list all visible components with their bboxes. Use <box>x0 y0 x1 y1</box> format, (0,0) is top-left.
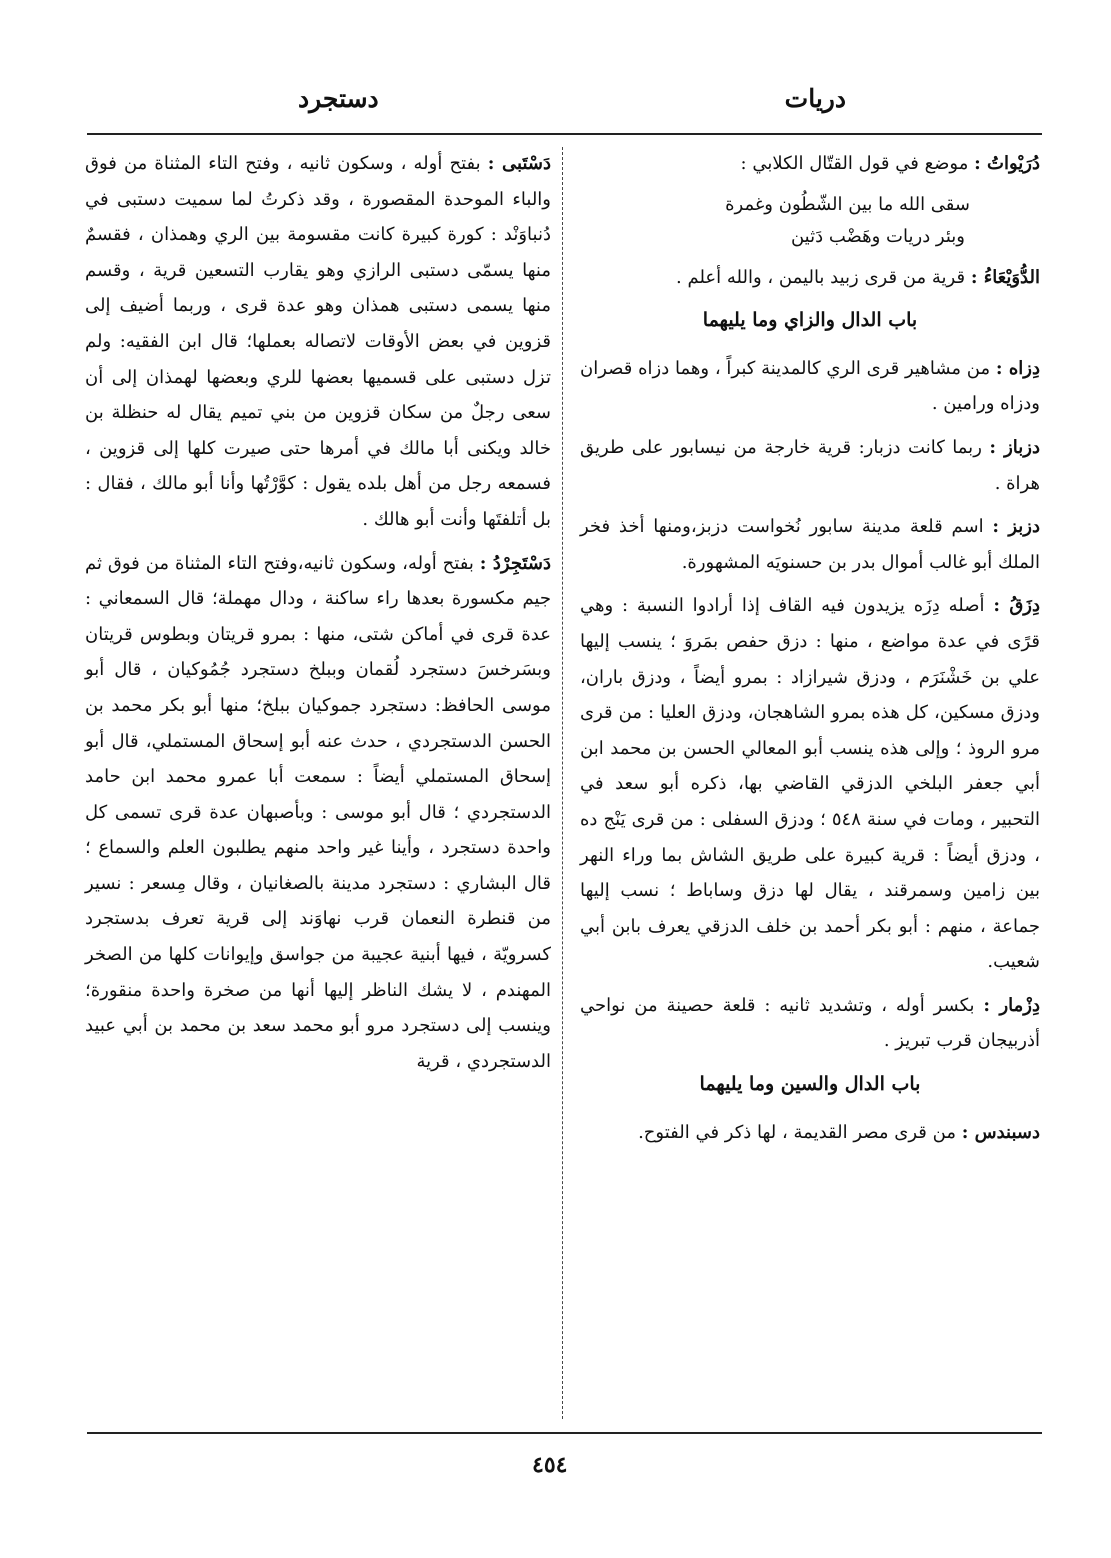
poem-line-2: وبئر دريات وهَضْب دَثين <box>790 225 965 247</box>
entry-duraywat <box>580 146 1040 182</box>
definition: بكسر أوله ، وتشديد ثانيه : قلعة حصينة من نواحي أذربيجان قرب تبريز . <box>580 994 1040 1052</box>
definition: بفتح أوله ، وسكون ثانيه ، وفتح التاء المثناة من فوق والباء الموحدة المقصورة ، وقد ذكرتُ لما سميت دستبى في دُنباوَنْد : كورة كبيرة كانت مقسومة بين الري وهمذان ، فقسمٌ منها يسمّى دستبى الرازي وهو يقارب التسعين قرية ، وقسم منها يسمى دستبى همذان وهو عدة قرى ، وربما أضيف إلى قزوين في بعض الأوقات لاتصاله بعملها؛ قال ابن الفقيه: ولم تزل دستبى على قسميها بعضها للري وبعضها لهمذان إلى أن سعى رجلٌ من سكان قزوين من بني تميم يقال له حنظلة بن خالد ويكنى أبا مالك في أمرها حتى صيرت كلها إلى قزوين ، فسمعه رجل من أهل بلده يقول : كوَّرْتُها وأنا أبو مالك ، فقال : بل أتلفتَها وأنت أبو هالك . <box>85 153 551 530</box>
headword: دَسْتَبى : <box>487 153 551 174</box>
entry-dizaq <box>580 588 1040 980</box>
headword: دُرَيْواتُ : <box>974 153 1040 174</box>
headword: دِزْمار : <box>983 994 1040 1016</box>
headword: الدُّوَيْعَاءُ : <box>970 266 1040 288</box>
headword: دَسْتَجِرْدُ : <box>479 552 551 574</box>
entry-dastaba <box>85 146 551 538</box>
headword: دِزَقُ : <box>993 595 1040 617</box>
right-column <box>580 146 1040 1158</box>
entry-dizah <box>580 351 1040 422</box>
definition: بفتح أوله، وسكون ثانيه،وفتح التاء المثناة من فوق ثم جيم مكسورة بعدها راء ساكنة ، ودال مهملة؛ قال السمعاني : عدة قرى في أماكن شتى، منها : بمرو قريتان وبطوس قريتان وبسَرخسَ دستجرد لُقمان وببلخ دستجرد جُمُوكيان ، قال أبو موسى الحافظ: دستجرد جموكيان ببلخ؛ منها أبو بكر محمد بن الحسن الدستجردي ، حدث عنه أبو إسحاق المستملي، قال أبو إسحاق المستملي أيضاً : سمعت أبا عمرو محمد ابن حامد الدستجردي ؛ قال أبو موسى : وبأصبهان عدة قرى تسمى كل واحدة دستجرد ، وأينا غير واحد منهم يطلبون العلم والسماع ؛ قال البشاري : دستجرد مدينة بالصغانيان ، وقال مِسعر : نسير من قنطرة النعمان قرب نهاوَند إلى قرية تعرف بدستجرد كسرويّة ، فيها أبنية عجيبة من جواسق وإيوانات كلها من الصخر المهندم ، لا يشك الناظر إليها أنها من صخرة واحدة منقورة؛وينسب إلى دستجرد مرو أبو محمد سعد بن محمد بن أبي عبيد الدستجردي ، قرية <box>85 552 551 1072</box>
definition: ربما كانت دزبار: قرية خارجة من نيسابور على طريق هراة . <box>580 436 1040 494</box>
headword: دسبندس : <box>961 1121 1040 1143</box>
entry-duwayaa <box>580 260 1040 296</box>
poem-line-1: سقى الله ما بين الشّطُون وغمرة <box>725 193 970 215</box>
poem <box>580 190 1040 252</box>
section-heading-dal-sin: باب الدال والسين وما يليهما <box>699 1073 921 1096</box>
bottom-rule <box>87 1432 1042 1434</box>
headword: دزبز : <box>992 516 1040 538</box>
definition: أصله دِزَه يزيدون فيه القاف إذا أرادوا النسبة : وهي قرًى في عدة مواضع ، منها : دزق حفص بمَروَ ؛ ينسب إليها علي بن خَشْنَرَم ، ودزق شيرازاد : بمرو أيضاً ، ودزق باران، ودزق مسكين، كل هذه بمرو الشاهجان، ودزق العليا : من قرى مرو الروذ ؛ وإلى هذه ينسب أبو المعالي الحسن بن محمد ابن أبي جعفر البلخي الدزقي القاضي بها، ذكره أبو سعد في التحبير ، ومات في سنة ٥٤٨ ؛ ودزق السفلى : من قرى يَنْج ده ، ودزق أيضاً : قرية كبيرة على طريق الشاش بما وراء النهر بين زامين وسمرقند ، يقال لها دزق وساباط ؛ نسب إليها جماعة ، منهم : أبو بكر أحمد بن خلف الدزقي يعرف بابن أبي شعيب. <box>580 595 1040 973</box>
definition: من قرى مصر القديمة ، لها ذكر في الفتوح. <box>638 1121 956 1143</box>
definition: قرية من قرى زبيد باليمن ، والله أعلم . <box>676 266 966 288</box>
section-heading-dal-zay: باب الدال والزاي وما يليهما <box>702 309 918 332</box>
entry-dastajird <box>85 546 551 1080</box>
entry-dizmar <box>580 988 1040 1059</box>
entry-dizbaz <box>580 430 1040 501</box>
running-head-left: دستجرد <box>298 84 379 113</box>
left-column <box>85 146 551 1087</box>
definition: اسم قلعة مدينة سابور نُخواست دزبز،ومنها أخذ فخر الملك أبو غالب أموال بدر بن حسنويَه المشهورة. <box>580 516 1040 573</box>
entry-dizbiz <box>580 509 1040 580</box>
top-rule <box>87 133 1042 135</box>
definition: من مشاهير قرى الري كالمدينة كبراً ، وهما دزاه قصران ودزاه ورامين . <box>580 357 1040 415</box>
entry-dasbandas <box>580 1115 1040 1151</box>
headword: دزباز : <box>989 436 1040 458</box>
page-number: ٤٥٤ <box>532 1452 568 1478</box>
definition: موضع في قول القتّال الكلابي : <box>740 153 969 174</box>
headword: دِزاه : <box>995 357 1040 379</box>
column-divider <box>562 147 563 1419</box>
running-head-right: دريات <box>784 84 846 113</box>
